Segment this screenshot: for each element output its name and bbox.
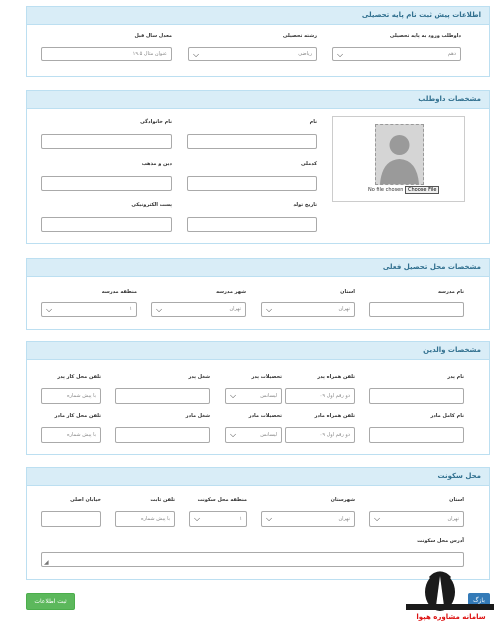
residence-province-select[interactable]: تهران ⌵	[369, 511, 464, 527]
email-input[interactable]	[41, 217, 172, 232]
school-panel	[26, 258, 490, 330]
mother-mobile-label: تلفن همراه مادر	[314, 413, 355, 419]
street-field	[41, 497, 101, 527]
mother-name-input[interactable]	[369, 427, 464, 443]
choose-file-button[interactable]: Choose File	[405, 186, 439, 194]
father-mobile-label: تلفن همراه پدر	[317, 374, 355, 380]
national-code-field	[187, 161, 317, 191]
street-label: خیابان اصلی	[70, 497, 101, 503]
applicant-panel	[26, 90, 490, 244]
father-job-input[interactable]	[115, 388, 210, 404]
residence-province-field	[369, 497, 464, 527]
birth-date-input[interactable]	[187, 217, 317, 232]
mother-work-phone-field	[41, 413, 101, 443]
religion-field	[41, 161, 172, 191]
grade-label: داوطلب ورود به پایه تحصیلی	[389, 33, 461, 39]
chevron-down-icon: ⌵	[156, 305, 163, 314]
grade-select[interactable]: دهم ⌵	[332, 47, 461, 61]
chevron-down-icon: ⌵	[230, 391, 237, 400]
file-picker[interactable]	[368, 187, 439, 193]
mother-job-label: شغل مادر	[185, 413, 210, 419]
address-label: آدرس محل سکونت	[417, 538, 464, 544]
father-name-label: نام پدر	[447, 374, 464, 380]
mother-education-label: تحصیلات مادر	[248, 413, 282, 419]
last-name-label: نام خانوادگی	[140, 119, 172, 125]
father-job-label: شغل پدر	[188, 374, 210, 380]
mother-name-label: نام کامل مادر	[430, 413, 464, 419]
mother-mobile-field	[285, 413, 355, 443]
address-textarea[interactable]	[41, 552, 464, 567]
residence-city-field	[261, 497, 355, 527]
residence-city-select[interactable]: تهران ⌵	[261, 511, 355, 527]
mother-job-input[interactable]	[115, 427, 210, 443]
school-title: مشخصات محل تحصیل فعلی	[27, 259, 489, 277]
school-province-field	[261, 289, 355, 317]
father-education-select[interactable]: لیسانس ⌵	[225, 388, 282, 404]
school-district-field	[41, 289, 137, 317]
photo-upload	[332, 116, 465, 202]
chevron-down-icon: ⌵	[230, 430, 237, 439]
birth-date-field	[187, 202, 317, 232]
last-name-input[interactable]	[41, 134, 172, 149]
email-label: پست الکترونیکی	[131, 202, 172, 208]
residence-province-label: استان	[449, 497, 464, 503]
residence-title: محل سکونت	[27, 468, 489, 486]
national-code-label: کدملی	[301, 161, 317, 167]
first-name-input[interactable]	[187, 134, 317, 149]
applicant-title: مشخصات داوطلب	[27, 91, 489, 109]
school-province-label: استان	[340, 289, 355, 295]
mother-mobile-input[interactable]: دو رقم اول ۰۹	[285, 427, 355, 443]
gpa-label: معدل سال قبل	[134, 33, 172, 39]
submit-button[interactable]: ثبت اطلاعات	[26, 593, 75, 610]
father-work-phone-label: تلفن محل کار پدر	[57, 374, 101, 380]
major-label: رشته تحصیلی	[282, 33, 317, 39]
landline-input[interactable]: با پیش شماره	[115, 511, 175, 527]
father-work-phone-field	[41, 374, 101, 404]
father-name-field	[369, 374, 464, 404]
school-district-select[interactable]: ۱ ⌵	[41, 302, 137, 317]
national-code-input[interactable]	[187, 176, 317, 191]
school-city-field	[151, 289, 246, 317]
mother-education-field	[225, 413, 282, 443]
chevron-down-icon: ⌵	[266, 514, 273, 523]
religion-label: دین و مذهب	[141, 161, 172, 167]
school-name-label: نام مدرسه	[438, 289, 464, 295]
chevron-down-icon: ⌵	[374, 514, 381, 523]
residence-district-label: منطقه محل سکونت	[197, 497, 247, 503]
resize-handle-icon[interactable]: ◢	[44, 559, 49, 566]
mother-work-phone-input[interactable]: با پیش شماره	[41, 427, 101, 443]
school-province-select[interactable]: تهران ⌵	[261, 302, 355, 317]
school-city-label: شهر مدرسه	[216, 289, 246, 295]
school-city-select[interactable]: تهران ⌵	[151, 302, 246, 317]
father-education-label: تحصیلات پدر	[251, 374, 282, 380]
school-name-field	[369, 289, 464, 317]
religion-input[interactable]	[41, 176, 172, 191]
pre-registration-title: اطلاعات پیش ثبت نام پایه تحصیلی	[27, 7, 489, 25]
last-name-field	[41, 119, 172, 149]
major-field	[188, 33, 317, 61]
chevron-down-icon: ⌵	[46, 305, 53, 314]
address-field	[41, 538, 464, 570]
landline-label: تلفن ثابت	[150, 497, 175, 503]
mother-education-select[interactable]: لیسانس ⌵	[225, 427, 282, 443]
parents-title: مشخصات والدین	[27, 342, 489, 360]
file-status: No file chosen	[368, 187, 404, 193]
grade-field	[332, 33, 461, 61]
street-input[interactable]	[41, 511, 101, 527]
chevron-down-icon: ⌵	[194, 514, 201, 523]
major-select[interactable]: ریاضی ⌵	[188, 47, 317, 61]
gpa-field	[41, 33, 172, 61]
parents-panel	[26, 341, 490, 455]
residence-district-field	[189, 497, 247, 527]
gpa-input[interactable]: عنوان مثال ۱۹.۵	[41, 47, 172, 61]
chevron-down-icon: ⌵	[266, 305, 273, 314]
email-field	[41, 202, 172, 232]
first-name-field	[187, 119, 317, 149]
school-district-label: منطقه مدرسه	[101, 289, 137, 295]
residence-panel	[26, 467, 490, 580]
father-job-field	[115, 374, 210, 404]
first-name-label: نام	[309, 119, 317, 125]
watermark-text: سامانه مشاوره هپوا	[416, 613, 486, 621]
residence-city-label: شهرستان	[330, 497, 355, 503]
mother-work-phone-label: تلفن محل کار مادر	[54, 413, 101, 419]
father-mobile-field	[285, 374, 355, 404]
father-name-input[interactable]	[369, 388, 464, 404]
watermark-logo	[402, 566, 498, 627]
mother-job-field	[115, 413, 210, 443]
quill-logo-icon	[402, 566, 498, 614]
pre-registration-panel	[26, 6, 490, 77]
chevron-down-icon: ⌵	[193, 50, 200, 59]
mother-name-field	[369, 413, 464, 443]
father-mobile-input[interactable]: دو رقم اول ۰۹	[285, 388, 355, 404]
birth-date-label: تاریخ تولد	[293, 202, 317, 208]
avatar-placeholder-icon	[375, 124, 424, 185]
father-education-field	[225, 374, 282, 404]
landline-field	[115, 497, 175, 527]
residence-district-select[interactable]: ۱ ⌵	[189, 511, 247, 527]
chevron-down-icon: ⌵	[337, 50, 344, 59]
back-button[interactable]: بازگ	[468, 593, 490, 608]
father-work-phone-input[interactable]: با پیش شماره	[41, 388, 101, 404]
school-name-input[interactable]	[369, 302, 464, 317]
